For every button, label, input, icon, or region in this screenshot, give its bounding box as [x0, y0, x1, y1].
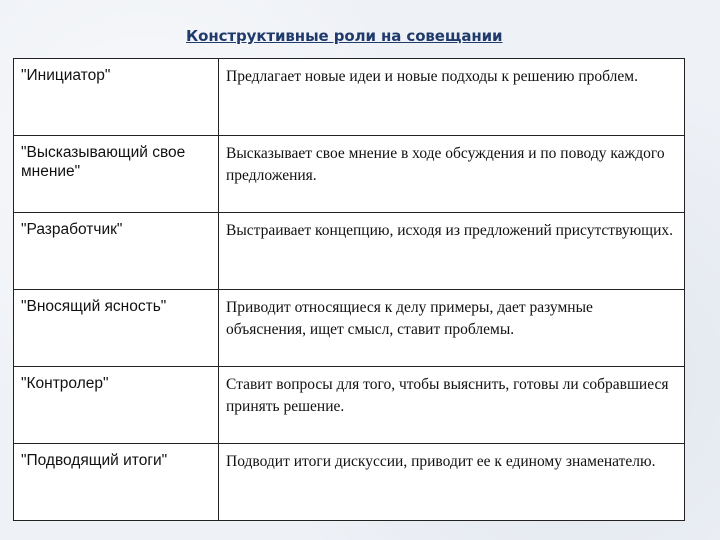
- table-row: [14, 444, 685, 521]
- table-row: [14, 290, 685, 367]
- description-cell: Предлагает новые идеи и новые подходы к решению проблем.: [219, 59, 685, 136]
- description-cell: Подводит итоги дискуссии, приводит ее к единому знаменателю.: [219, 444, 685, 521]
- slide-title: Конструктивные роли на совещании: [186, 27, 503, 45]
- role-cell: "Контролер": [14, 367, 219, 444]
- description-cell: Выстраивает концепцию, исходя из предложений присутствующих.: [219, 213, 685, 290]
- roles-table: [13, 58, 685, 521]
- role-cell: "Разработчик": [14, 213, 219, 290]
- description-cell: Высказывает свое мнение в ходе обсуждения и по поводу каждого предложения.: [219, 136, 685, 213]
- role-cell: "Подводящий итоги": [14, 444, 219, 521]
- role-cell: "Вносящий ясность": [14, 290, 219, 367]
- description-cell: Ставит вопросы для того, чтобы выяснить, готовы ли собравшиеся принять решение.: [219, 367, 685, 444]
- table-row: [14, 136, 685, 213]
- description-cell: Приводит относящиеся к делу примеры, дает разумные объяснения, ищет смысл, ставит проблемы.: [219, 290, 685, 367]
- role-cell: "Инициатор": [14, 59, 219, 136]
- table-row: [14, 367, 685, 444]
- table-row: [14, 59, 685, 136]
- table-row: [14, 213, 685, 290]
- role-cell: "Высказывающий свое мнение": [14, 136, 219, 213]
